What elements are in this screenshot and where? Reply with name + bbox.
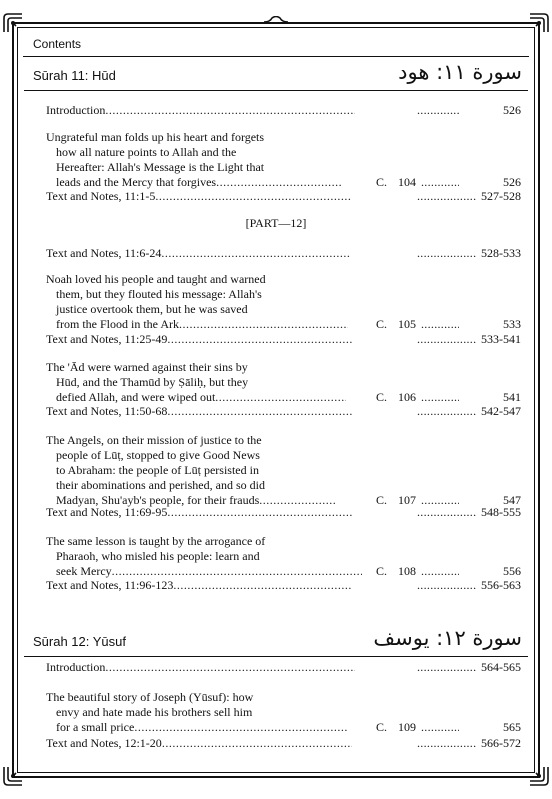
- entry-reference: [361, 660, 521, 675]
- entry-line: [46, 463, 521, 478]
- entry-reference: [361, 564, 521, 579]
- entry-text: to Abraham: the people of Lūṭ persisted in: [56, 463, 259, 477]
- toc-entry[interactable]: [46, 246, 521, 261]
- section-divider: [24, 656, 528, 657]
- entry-reference: [361, 317, 521, 332]
- entry-line: [46, 564, 521, 579]
- contents-header: [23, 36, 529, 58]
- entry-text: Text and Notes, 11:69-95: [46, 505, 168, 519]
- entry-text: defied Allah, and were wiped out: [56, 390, 216, 404]
- entry-reference: [361, 505, 521, 520]
- entry-text: Text and Notes, 11:96-123: [46, 578, 174, 592]
- entry-text: from the Flood in the Ark: [56, 317, 179, 331]
- corner-ornament-icon: [528, 12, 550, 34]
- page-number: 548-555: [481, 505, 521, 519]
- dot-leader: [167, 332, 351, 347]
- dot-leader: [417, 404, 477, 419]
- section-divider: [24, 90, 528, 91]
- chapter-number: 107: [398, 493, 416, 507]
- chapter-marker: C.: [376, 720, 388, 734]
- page-number: 566-572: [481, 736, 521, 750]
- toc-entry[interactable]: [46, 578, 521, 593]
- entry-text: Introduction: [46, 660, 106, 674]
- dot-leader: [417, 103, 460, 118]
- page-number: 556-563: [481, 578, 521, 592]
- toc-entry[interactable]: [46, 189, 521, 204]
- entry-text: people of Lūṭ, stopped to give Good News: [56, 448, 260, 462]
- dot-leader: [421, 720, 459, 735]
- entry-line: [46, 317, 521, 332]
- chapter-marker: C.: [376, 564, 388, 578]
- entry-line: [46, 130, 521, 145]
- page-number: 547: [503, 493, 521, 507]
- page-number: 533-541: [481, 332, 521, 346]
- entry-line: [46, 302, 521, 317]
- chapter-number: 104: [398, 175, 416, 189]
- dot-leader: [417, 246, 477, 261]
- dot-leader: [155, 189, 350, 204]
- entry-text: Ungrateful man folds up his heart and forgets: [46, 130, 265, 144]
- entry-text: The beautiful story of Joseph (Yūsuf): how: [46, 690, 254, 704]
- entry-line: [46, 720, 521, 735]
- entry-reference: [361, 390, 521, 405]
- dot-leader: [173, 578, 352, 593]
- corner-ornament-icon: [528, 765, 550, 787]
- entry-text: Text and Notes, 11:6-24: [46, 246, 162, 260]
- chapter-number: 108: [398, 564, 416, 578]
- dot-leader: [105, 103, 354, 118]
- entry-reference: [361, 404, 521, 419]
- dot-leader: [417, 505, 477, 520]
- dot-leader: [421, 390, 459, 405]
- toc-entry[interactable]: [46, 736, 521, 751]
- dot-leader: [417, 736, 477, 751]
- page-title: Contents: [33, 37, 82, 51]
- toc-entry[interactable]: [46, 272, 521, 332]
- entry-text: seek Mercy: [56, 564, 112, 578]
- page-number: 526: [503, 175, 521, 189]
- entry-reference: [361, 578, 521, 593]
- entry-line: [46, 360, 521, 375]
- entry-reference: [361, 720, 521, 735]
- page-number: 556: [503, 564, 521, 578]
- dot-leader: [105, 660, 354, 675]
- entry-reference: [361, 189, 521, 204]
- page-number: 528-533: [481, 246, 521, 260]
- page-number: 564-565: [481, 660, 521, 674]
- page-number: 526: [503, 103, 521, 117]
- surah-title-arabic: سورة ١١: هود: [398, 60, 522, 84]
- toc-entry[interactable]: [46, 660, 521, 675]
- entry-line: [46, 175, 521, 190]
- entry-reference: [361, 736, 521, 751]
- toc-entry[interactable]: [46, 332, 521, 347]
- entry-text: for a small price: [56, 720, 135, 734]
- entry-line: [46, 705, 521, 720]
- chapter-number: 105: [398, 317, 416, 331]
- entry-line: [46, 103, 521, 118]
- entry-reference: [361, 246, 521, 261]
- entry-text: Noah loved his people and taught and warned: [46, 272, 266, 286]
- corner-ornament-icon: [2, 765, 24, 787]
- entry-line: [46, 404, 521, 419]
- dot-leader: [216, 175, 342, 190]
- dot-leader: [417, 660, 477, 675]
- entry-reference: [361, 175, 521, 190]
- entry-line: [46, 505, 521, 520]
- entry-line: [46, 189, 521, 204]
- entry-line: [46, 375, 521, 390]
- entry-text: The same lesson is taught by the arrogance of: [46, 534, 266, 548]
- entry-text: The Angels, on their mission of justice to the: [46, 433, 262, 447]
- entry-text: leads and the Mercy that forgives: [56, 175, 217, 189]
- page-number: 542-547: [481, 404, 521, 418]
- surah-title: Sūrah 12: Yūsuf: [33, 634, 126, 649]
- entry-line: [46, 549, 521, 564]
- dot-leader: [417, 332, 477, 347]
- toc-entry[interactable]: [46, 360, 521, 405]
- toc-entry[interactable]: [46, 534, 521, 579]
- chapter-marker: C.: [376, 390, 388, 404]
- dot-leader: [421, 175, 459, 190]
- entry-line: [46, 660, 521, 675]
- entry-text: Text and Notes, 12:1-20: [46, 736, 162, 750]
- toc-entry[interactable]: [46, 505, 521, 520]
- entry-line: [46, 478, 521, 493]
- entry-line: [46, 287, 521, 302]
- page-number: 541: [503, 390, 521, 404]
- entry-text: The 'Ād were warned against their sins by: [46, 360, 248, 374]
- entry-reference: [361, 332, 521, 347]
- dot-leader: [167, 404, 351, 419]
- entry-reference: [361, 103, 521, 118]
- entry-text: Madyan, Shu'ayb's people, for their frauds: [56, 493, 260, 507]
- entry-line: [46, 534, 521, 549]
- entry-text: how all nature points to Allah and the: [56, 145, 237, 159]
- dot-leader: [112, 564, 362, 579]
- chapter-marker: C.: [376, 175, 388, 189]
- part-heading: [PART—12]: [245, 216, 307, 230]
- entry-line: [46, 433, 521, 448]
- toc-entry[interactable]: [46, 103, 521, 118]
- dot-leader: [417, 578, 477, 593]
- dot-leader: [417, 189, 477, 204]
- corner-ornament-icon: [2, 12, 24, 34]
- entry-text: Hereafter: Allah's Message is the Light that: [56, 160, 265, 174]
- entry-line: [46, 332, 521, 347]
- entry-text: Pharaoh, who misled his people: learn and: [56, 549, 260, 563]
- entry-text: envy and hate made his brothers sell him: [56, 705, 253, 719]
- dot-leader: [215, 390, 346, 405]
- chapter-marker: C.: [376, 317, 388, 331]
- dot-leader: [134, 720, 346, 735]
- surah-title-arabic: سورة ١٢: يوسف: [373, 626, 522, 650]
- page-number: 527-528: [481, 189, 521, 203]
- dot-leader: [421, 317, 459, 332]
- entry-text: their abominations and perished, and so did: [56, 478, 265, 492]
- entry-line: [46, 390, 521, 405]
- entry-line: [46, 160, 521, 175]
- dot-leader: [167, 505, 351, 520]
- surah-title: Sūrah 11: Hūd: [33, 68, 116, 83]
- entry-line: [46, 736, 521, 751]
- chapter-number: 109: [398, 720, 416, 734]
- toc-entry[interactable]: [46, 130, 521, 190]
- chapter-number: 106: [398, 390, 416, 404]
- entry-text: Text and Notes, 11:1-5: [46, 189, 156, 203]
- entry-text: Introduction: [46, 103, 106, 117]
- page-number: 533: [503, 317, 521, 331]
- dot-leader: [179, 317, 348, 332]
- entry-line: [46, 690, 521, 705]
- dot-leader: [162, 736, 352, 751]
- entry-text: Hūd, and the Thamūd by Ṣāliḥ, but they: [56, 375, 249, 389]
- entry-line: [46, 246, 521, 261]
- entry-line: [46, 448, 521, 463]
- entry-text: them, but they flouted his message: Allah's: [56, 287, 262, 301]
- dot-leader: [161, 246, 351, 261]
- entry-line: [46, 578, 521, 593]
- dot-leader: [421, 564, 459, 579]
- toc-entry[interactable]: [46, 433, 521, 508]
- entry-line: [46, 272, 521, 287]
- entry-text: Text and Notes, 11:50-68: [46, 404, 168, 418]
- top-ornament-icon: [264, 16, 288, 30]
- entry-text: justice overtook them, but he was saved: [56, 302, 248, 316]
- entry-text: Text and Notes, 11:25-49: [46, 332, 168, 346]
- toc-entry[interactable]: [46, 404, 521, 419]
- page-number: 565: [503, 720, 521, 734]
- entry-line: [46, 145, 521, 160]
- chapter-marker: C.: [376, 493, 388, 507]
- toc-entry[interactable]: [46, 690, 521, 735]
